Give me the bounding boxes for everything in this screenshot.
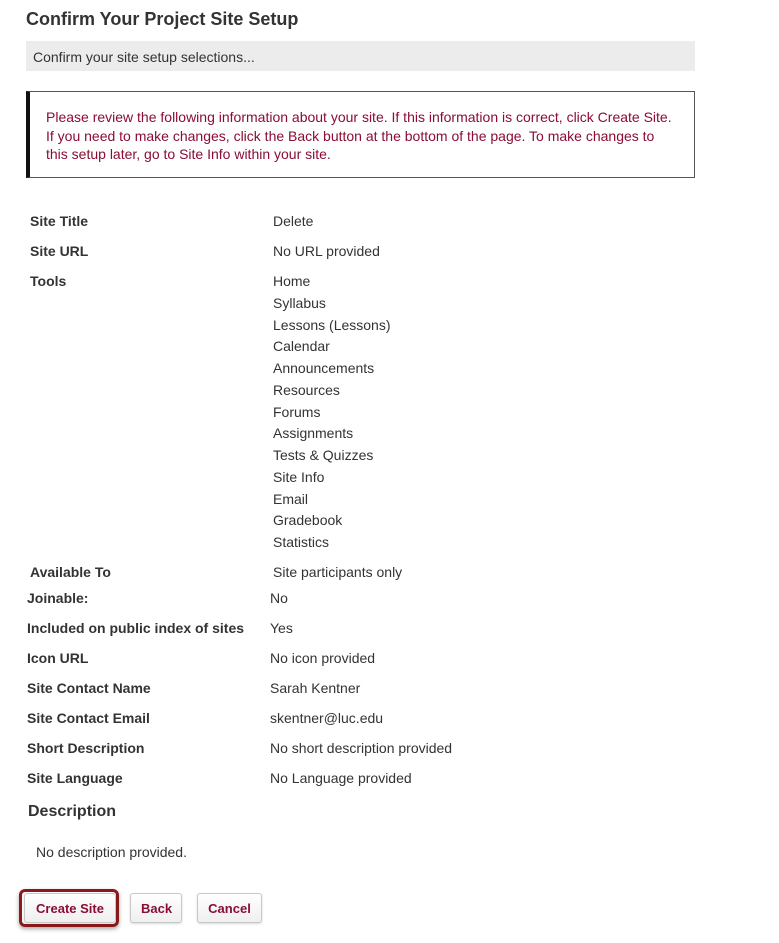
short-description-label: Short Description: [27, 740, 145, 756]
subtitle-bar: Confirm your site setup selections...: [26, 41, 695, 71]
tool-item: Calendar: [273, 338, 330, 355]
create-site-button[interactable]: Create Site: [24, 893, 116, 923]
contact-email-label: Site Contact Email: [27, 710, 150, 726]
cancel-button[interactable]: Cancel: [197, 893, 262, 923]
joinable-label: Joinable:: [27, 590, 89, 606]
tool-item: Email: [273, 490, 309, 507]
tool-item: Assignments: [273, 425, 354, 442]
tool-item: Resources: [273, 381, 340, 398]
short-description-value: No short description provided: [270, 740, 453, 756]
tool-item: Statistics: [273, 534, 330, 550]
back-button[interactable]: Back: [130, 893, 182, 923]
contact-name-value: Sarah Kentner: [270, 680, 361, 696]
description-heading: Description: [28, 803, 117, 820]
site-language-label: Site Language: [27, 770, 123, 786]
available-to-label: Available To: [30, 564, 111, 580]
icon-url-label: Icon URL: [27, 650, 89, 666]
contact-name-label: Site Contact Name: [27, 680, 151, 696]
contact-email-value: skentner@luc.edu: [270, 710, 384, 726]
tool-item: Forums: [273, 403, 321, 420]
tools-list: [273, 272, 391, 555]
tool-item: Lessons (Lessons): [273, 316, 391, 333]
info-message: Please review the following information about your site. If this information is correct, click Create Site. If you need to make changes, click the Back button at the bottom of the page. To make changes to this setup later, go to Site Info within your site.: [26, 91, 695, 178]
tool-item: Home: [273, 273, 311, 289]
tool-item: Site Info: [273, 468, 325, 485]
site-language-value: No Language provided: [270, 770, 412, 786]
tool-item: Syllabus: [273, 294, 326, 311]
available-to-value: Site participants only: [273, 564, 403, 580]
joinable-value: No: [270, 590, 288, 606]
site-title-value: Delete: [273, 213, 314, 229]
tool-item: Gradebook: [273, 512, 343, 529]
public-index-value: Yes: [270, 620, 293, 636]
page-title: Confirm Your Project Site Setup: [26, 9, 299, 29]
icon-url-value: No icon provided: [270, 650, 376, 666]
description-text: No description provided.: [36, 844, 187, 860]
tools-label: Tools: [30, 273, 67, 289]
site-url-label: Site URL: [30, 243, 89, 259]
site-title-label: Site Title: [30, 213, 89, 229]
site-url-value: No URL provided: [273, 243, 380, 259]
public-index-label: Included on public index of sites: [27, 620, 245, 636]
tool-item: Tests & Quizzes: [273, 447, 374, 463]
tool-item: Announcements: [273, 360, 375, 376]
